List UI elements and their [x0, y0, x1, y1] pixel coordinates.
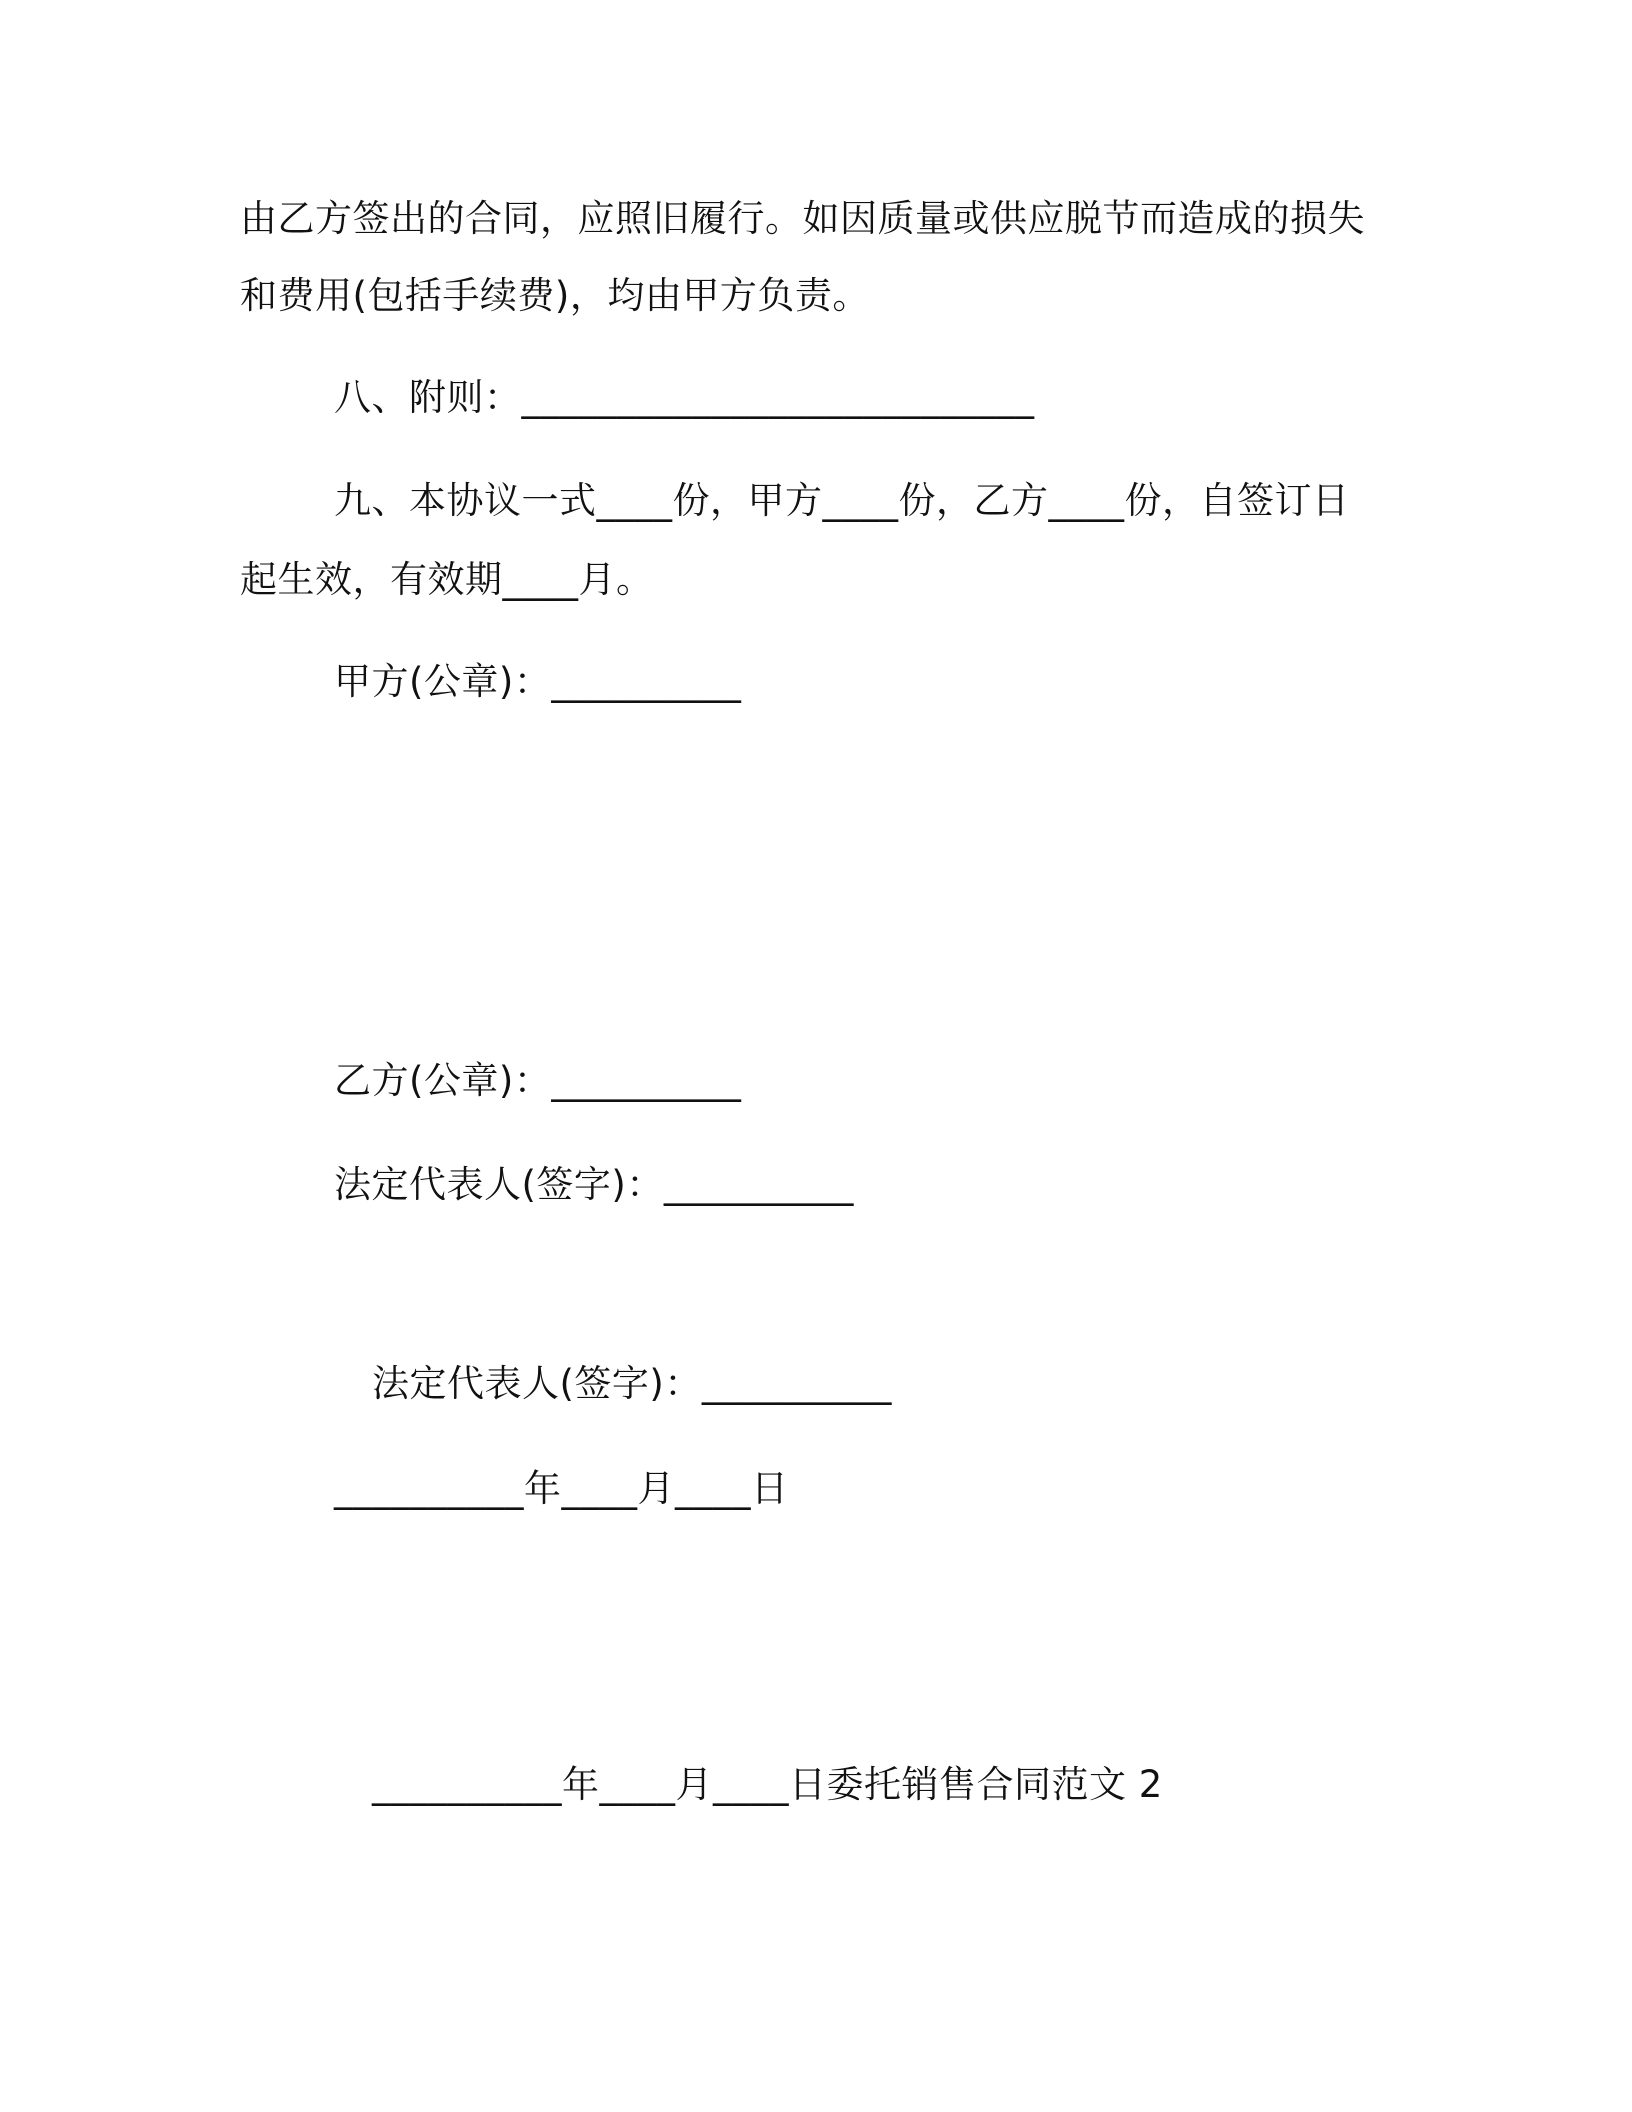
paragraph-line: 和费用(包括手续费)，均由甲方负责。	[240, 274, 870, 317]
article-9-line-2: 起生效，有效期____月。	[240, 558, 654, 601]
legal-representative-signature-1: 法定代表人(签字)：__________	[334, 1163, 854, 1206]
next-contract-title: __________年____月____日委托销售合同范文 2	[372, 1763, 1163, 1806]
paragraph-line: 由乙方签出的合同，应照旧履行。如因质量或供应脱节而造成的损失	[240, 197, 1365, 240]
legal-representative-signature-2: 法定代表人(签字)：__________	[372, 1362, 892, 1405]
article-8-attachments: 八、附则：___________________________	[334, 376, 1035, 419]
date-line: __________年____月____日	[334, 1467, 789, 1510]
article-9-line-1: 九、本协议一式____份，甲方____份，乙方____份，自签订日	[334, 479, 1350, 522]
party-b-seal-field: 乙方(公章)：__________	[334, 1059, 742, 1102]
party-a-seal-field: 甲方(公章)：__________	[334, 660, 742, 703]
